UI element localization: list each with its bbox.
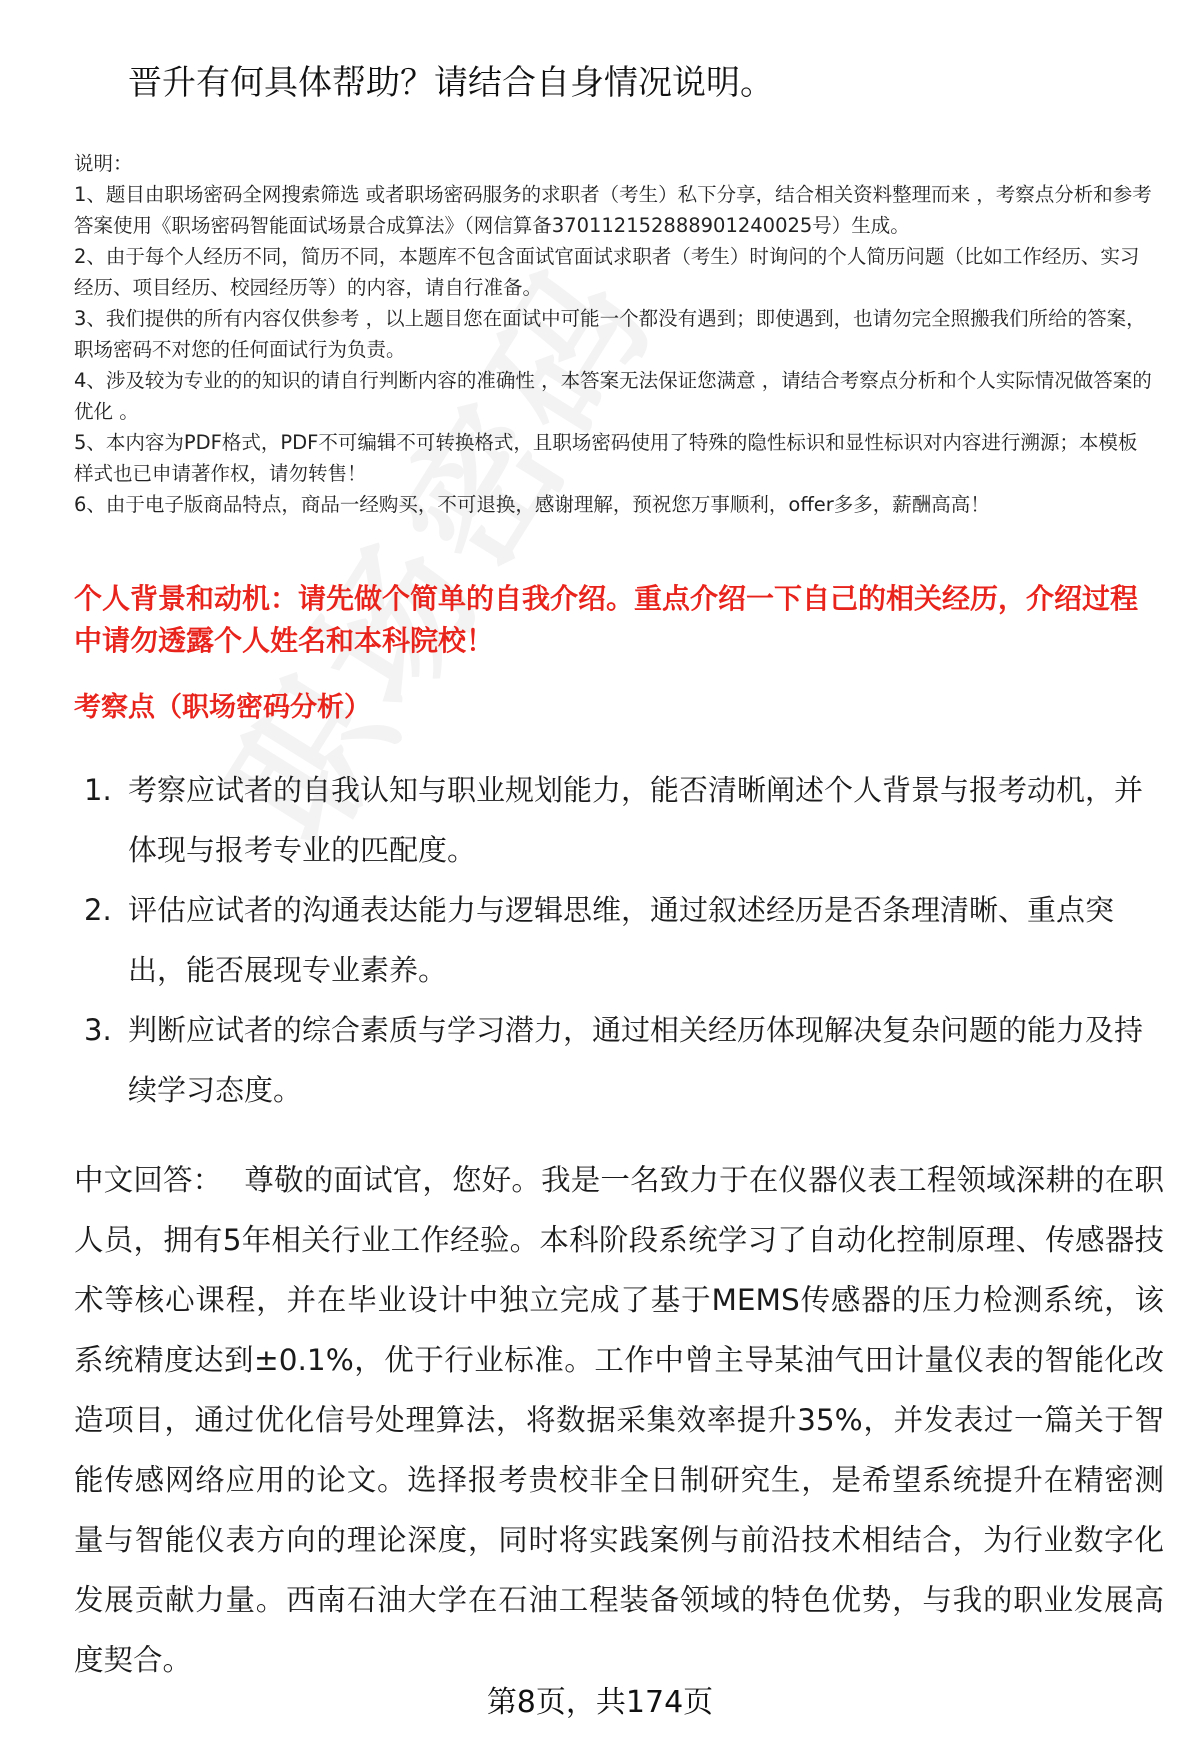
note-item: 3、我们提供的所有内容仅供参考 ，以上题目您在面试中可能一个都没有遇到；即使遇到，也请勿完全照搬我们所给的答案，职场密码不对您的任何面试行为负责。 xyxy=(74,307,1146,361)
top-question: 晋升有何具体帮助？请结合自身情况说明。 xyxy=(128,63,774,103)
point-number: 2. xyxy=(84,893,112,927)
point-text: 判断应试者的综合素质与学习潜力，通过相关经历体现解决复杂问题的能力及持续学习态度。 xyxy=(128,1013,1144,1107)
analysis-point xyxy=(84,880,1164,1000)
answer-paragraph xyxy=(74,1150,1164,1690)
page-footer: 第8页，共174页 xyxy=(486,1685,714,1720)
note-item: 6、由于电子版商品特点，商品一经购买，不可退换，感谢理解，预祝您万事顺利，offer多多，薪酬高高！ xyxy=(74,493,990,516)
analysis-point xyxy=(84,760,1164,880)
point-number: 3. xyxy=(84,1013,112,1047)
note-item: 4、涉及较为专业的的知识的请自行判断内容的准确性 ，本答案无法保证您满意 ，请结合考察点分析和个人实际情况做答案的优化 。 xyxy=(74,369,1152,423)
analysis-point xyxy=(84,1000,1164,1120)
point-text: 考察应试者的自我认知与职业规划能力，能否清晰阐述个人背景与报考动机，并体现与报考专业的匹配度。 xyxy=(128,773,1144,867)
answer-text: 尊敬的面试官，您好。我是一名致力于在仪器仪表工程领域深耕的在职人员，拥有5年相关行业工作经验。本科阶段系统学习了自动化控制原理、传感器技术等核心课程，并在毕业设计中独立完成了基于MEMS传感器的压力检测系统，该系统精度达到±0.1%，优于行业标准。工作中曾主导某油气田计量仪表的智能化改造项目，通过优化信号处理算法，将数据采集效率提升35%，并发表过一篇关于智能传感网络应用的论文。选择报考贵校非全日制研究生，是希望系统提升在精密测量与智能仪表方向的理论深度，同时将实践案例与前沿技术相结合，为行业数字化发展贡献力量。西南石油大学在石油工程装备领域的特色优势，与我的职业发展高度契合。 xyxy=(74,1163,1164,1677)
note-item: 5、本内容为PDF格式，PDF不可编辑不可转换格式，且职场密码使用了特殊的隐性标识和显性标识对内容进行溯源；本模板样式也已申请著作权，请勿转售！ xyxy=(74,431,1138,485)
analysis-heading: 考察点（职场密码分析） xyxy=(74,692,371,723)
answer-label: 中文回答： xyxy=(74,1163,223,1197)
note-item: 2、由于每个人经历不同，简历不同，本题库不包含面试官面试求职者（考生）时询问的个人简历问题（比如工作经历、实习经历、项目经历、校园经历等）的内容，请自行准备。 xyxy=(74,245,1140,299)
question-heading: 个人背景和动机：请先做个简单的自我介绍。重点介绍一下自己的相关经历，介绍过程中请勿透露个人姓名和本科院校！ xyxy=(74,582,1139,657)
analysis-points xyxy=(84,760,1164,1120)
note-item: 1、题目由职场密码全网搜索筛选 或者职场密码服务的求职者（考生）私下分享，结合相关资料整理而来 ，考察点分析和参考答案使用《职场密码智能面试场景合成算法》（网信算备370112152888901240025号）生成。 xyxy=(74,183,1152,237)
point-number: 1. xyxy=(84,773,112,807)
point-text: 评估应试者的沟通表达能力与逻辑思维，通过叙述经历是否条理清晰、重点突出，能否展现专业素养。 xyxy=(128,893,1115,987)
notes-label: 说明： xyxy=(74,152,133,175)
notes-section xyxy=(74,148,1154,520)
